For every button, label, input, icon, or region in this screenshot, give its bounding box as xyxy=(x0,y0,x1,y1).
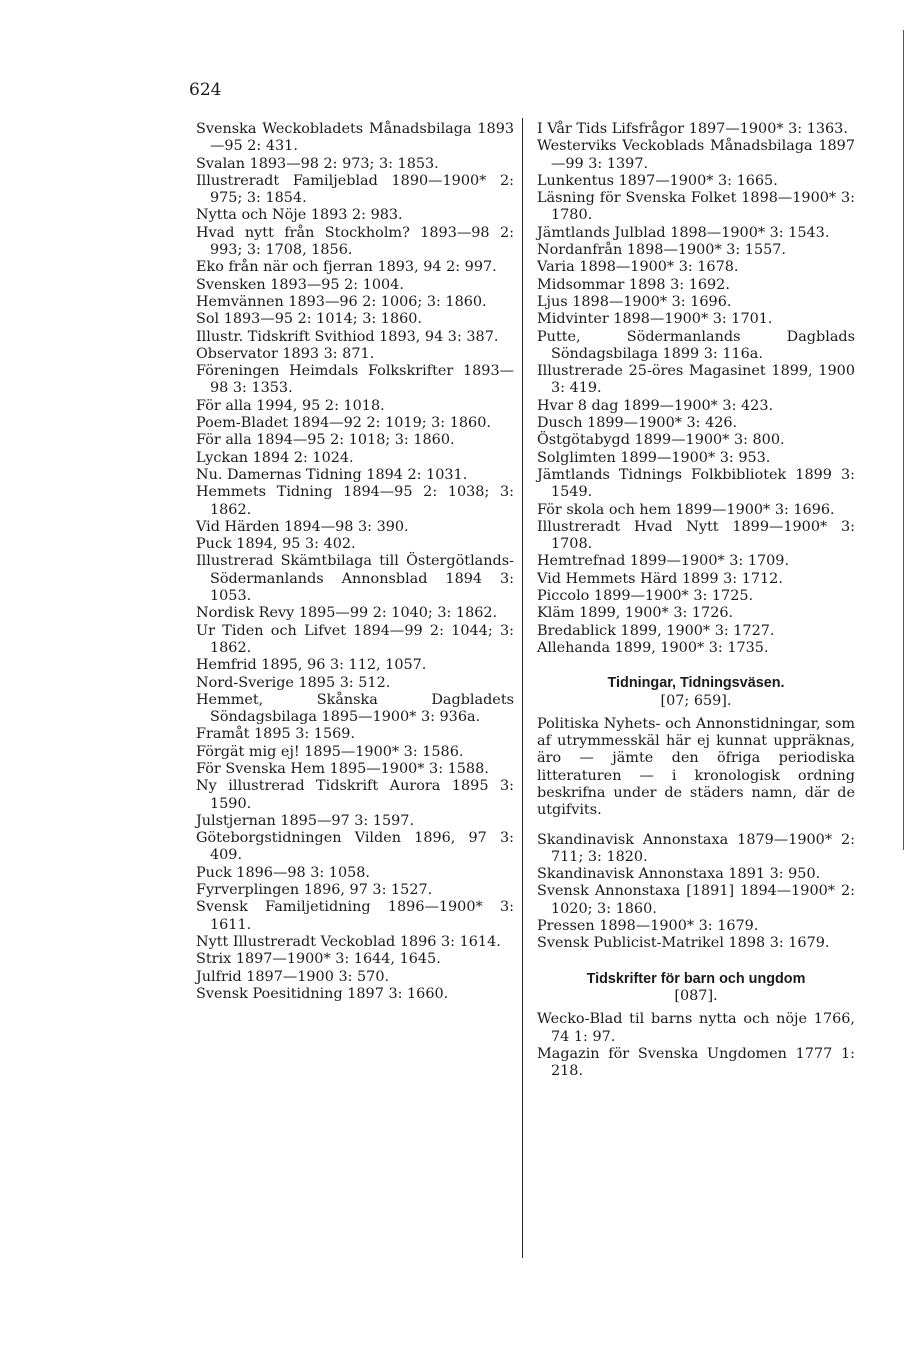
index-entry: Pressen 1898—1900* 3: 1679. xyxy=(537,918,759,935)
index-entry: Vid Hemmets Härd 1899 3: 1712. xyxy=(537,570,783,587)
index-entry: Hemfrid 1895, 96 3: 112, 1057. xyxy=(196,657,427,674)
index-entry: Svensk Publicist-Matrikel 1898 3: 1679. xyxy=(537,935,830,952)
index-entry: Midvinter 1898—1900* 3: 1701. xyxy=(537,311,773,328)
index-entry: I Vår Tids Lifsfrågor 1897—1900* 3: 1363. xyxy=(537,121,848,137)
index-entry: Svalan 1893—98 2: 973; 3: 1853. xyxy=(196,155,439,172)
index-entry: Julfrid 1897—1900 3: 570. xyxy=(196,968,390,985)
index-entry: Läsning för Svenska Folket 1898—1900* 3: 1780. xyxy=(537,190,855,224)
index-entry: Jämtlands Tidnings Folkbibliotek 1899 3: 1549. xyxy=(537,466,855,501)
index-entry: Kläm 1899, 1900* 3: 1726. xyxy=(537,605,734,622)
index-entry: Vid Härden 1894—98 3: 390. xyxy=(196,518,409,535)
index-entry: Göteborgstidningen Vilden 1896, 97 3: 409. xyxy=(196,830,514,864)
index-entry: Nord-Sverige 1895 3: 512. xyxy=(196,674,391,691)
index-entry: Hemmet, Skånska Dagbladets Söndagsbilaga 1895—1900* 3: 936a. xyxy=(196,691,514,726)
index-entry: Skandinavisk Annonstaxa 1879—1900* 2: 711; 3: 1820. xyxy=(537,831,855,865)
index-entry: Föreningen Heimdals Folkskrifter 1893—98 3: 1353. xyxy=(196,363,514,397)
children-heading: Tidskrifter för barn och ungdom xyxy=(586,970,806,987)
index-entry: Illustr. Tidskrift Svithiod 1893, 94 3: 387. xyxy=(196,328,499,345)
index-entry: Sol 1893—95 2: 1014; 3: 1860. xyxy=(196,311,422,328)
children-ref: [087]. xyxy=(674,987,718,1004)
index-entry: Poem-Bladet 1894—92 2: 1019; 3: 1860. xyxy=(196,415,491,432)
index-entry: För alla 1994, 95 2: 1018. xyxy=(196,397,385,414)
index-entry: Svensken 1893—95 2: 1004. xyxy=(196,276,404,293)
index-entry: Midsommar 1898 3: 1692. xyxy=(537,276,730,293)
index-entry: Wecko-Blad til barns nytta och nöje 1766, 74 1: 97. xyxy=(537,1011,855,1045)
index-entry: Illustrerade 25-öres Magasinet 1899, 1900 3: 419. xyxy=(537,363,855,397)
index-entry: Puck 1894, 95 3: 402. xyxy=(196,536,356,553)
index-entry: Jämtlands Julblad 1898—1900* 3: 1543. xyxy=(537,224,830,241)
index-entry: Illustreradt Hvad Nytt 1899—1900* 3: 1708. xyxy=(537,518,855,553)
index-entry: Strix 1897—1900* 3: 1644, 1645. xyxy=(196,951,441,968)
index-entry: Lyckan 1894 2: 1024. xyxy=(196,449,354,466)
right-column xyxy=(537,121,855,1080)
index-entry: Ny illustrerad Tidskrift Aurora 1895 3: 1590. xyxy=(196,778,514,812)
index-entry: Framåt 1895 3: 1569. xyxy=(196,726,355,743)
index-entry: Nytt Illustreradt Veckoblad 1896 3: 1614. xyxy=(196,933,501,950)
index-entry: Svensk Familjetidning 1896—1900* 3: 1611. xyxy=(196,899,514,933)
index-entry: Puck 1896—98 3: 1058. xyxy=(196,864,370,881)
index-entry: Piccolo 1899—1900* 3: 1725. xyxy=(537,588,754,605)
index-entry: Förgät mig ej! 1895—1900* 3: 1586. xyxy=(196,743,464,760)
index-entry: Eko från när och fjerran 1893, 94 2: 997. xyxy=(196,259,497,276)
left-column xyxy=(196,121,514,1003)
newspapers-ref: [07; 659]. xyxy=(660,692,732,709)
index-entry: Nordisk Revy 1895—99 2: 1040; 3: 1862. xyxy=(196,605,498,622)
index-entry: Nordanfrån 1898—1900* 3: 1557. xyxy=(537,242,787,259)
index-entry: Dusch 1899—1900* 3: 426. xyxy=(537,415,738,432)
index-entry: För Svenska Hem 1895—1900* 3: 1588. xyxy=(196,760,489,777)
newspapers-heading: Tidningar, Tidningsväsen. xyxy=(607,675,785,692)
index-entry: Solglimten 1899—1900* 3: 953. xyxy=(537,449,771,466)
page-edge-line xyxy=(903,30,904,850)
page-number: 624 xyxy=(189,80,222,100)
index-entry: Julstjernan 1895—97 3: 1597. xyxy=(196,812,415,829)
index-entry: Nu. Damernas Tidning 1894 2: 1031. xyxy=(196,466,468,483)
index-entry: Svensk Poesitidning 1897 3: 1660. xyxy=(196,985,449,1002)
index-entry: Magazin för Svenska Ungdomen 1777 1: 218. xyxy=(537,1045,855,1080)
index-entry: För skola och hem 1899—1900* 3: 1696. xyxy=(537,501,835,518)
index-entry: Fyrverplingen 1896, 97 3: 1527. xyxy=(196,882,433,899)
index-entry: Putte, Södermanlands Dagblads Söndagsbilaga 1899 3: 116a. xyxy=(537,328,855,362)
index-entry: Nytta och Nöje 1893 2: 983. xyxy=(196,207,403,224)
column-divider xyxy=(522,118,523,1258)
index-entry: Svensk Annonstaxa [1891] 1894—1900* 2: 1020; 3: 1860. xyxy=(537,883,855,917)
index-entry: Ljus 1898—1900* 3: 1696. xyxy=(537,293,732,310)
index-entry: Svenska Weckobladets Månadsbilaga 1893—95 2: 431. xyxy=(196,121,514,155)
right-column-entries xyxy=(537,121,855,657)
index-entry: För alla 1894—95 2: 1018; 3: 1860. xyxy=(196,432,455,449)
index-entry: Bredablick 1899, 1900* 3: 1727. xyxy=(537,622,775,639)
index-entry: Westerviks Veckoblads Månadsbilaga 1897—99 3: 1397. xyxy=(537,138,855,172)
index-entry: Illustrerad Skämtbilaga till Östergötlands-Södermanlands Annonsblad 1894 3: 1053. xyxy=(196,553,514,605)
newspapers-entries xyxy=(537,832,855,953)
newspapers-note: Politiska Nyhets- och Annonstidningar, som af utrymmesskäl här ej kunnat uppräknas, äro — jämte den öfriga periodiska litteraturen — i kronologisk ordning beskrifna under de städers namn, där de utgifvits. xyxy=(537,715,855,819)
index-entry: Hemmets Tidning 1894—95 2: 1038; 3: 1862. xyxy=(196,484,514,518)
index-entry: Lunkentus 1897—1900* 3: 1665. xyxy=(537,172,778,189)
index-entry: Hemtrefnad 1899—1900* 3: 1709. xyxy=(537,553,790,570)
index-entry: Hemvännen 1893—96 2: 1006; 3: 1860. xyxy=(196,293,487,310)
index-entry: Illustreradt Familjeblad 1890—1900* 2: 975; 3: 1854. xyxy=(196,172,514,207)
index-entry: Varia 1898—1900* 3: 1678. xyxy=(537,259,739,276)
index-entry: Skandinavisk Annonstaxa 1891 3: 950. xyxy=(537,866,821,883)
index-entry: Hvad nytt från Stockholm? 1893—98 2: 993; 3: 1708, 1856. xyxy=(196,224,514,259)
index-entry: Hvar 8 dag 1899—1900* 3: 423. xyxy=(537,397,774,414)
index-entry: Östgötabygd 1899—1900* 3: 800. xyxy=(537,432,785,449)
index-entry: Observator 1893 3: 871. xyxy=(196,345,375,362)
index-entry: Allehanda 1899, 1900* 3: 1735. xyxy=(537,639,769,656)
index-entry: Ur Tiden och Lifvet 1894—99 2: 1044; 3: 1862. xyxy=(196,622,514,656)
children-entries xyxy=(537,1011,855,1080)
